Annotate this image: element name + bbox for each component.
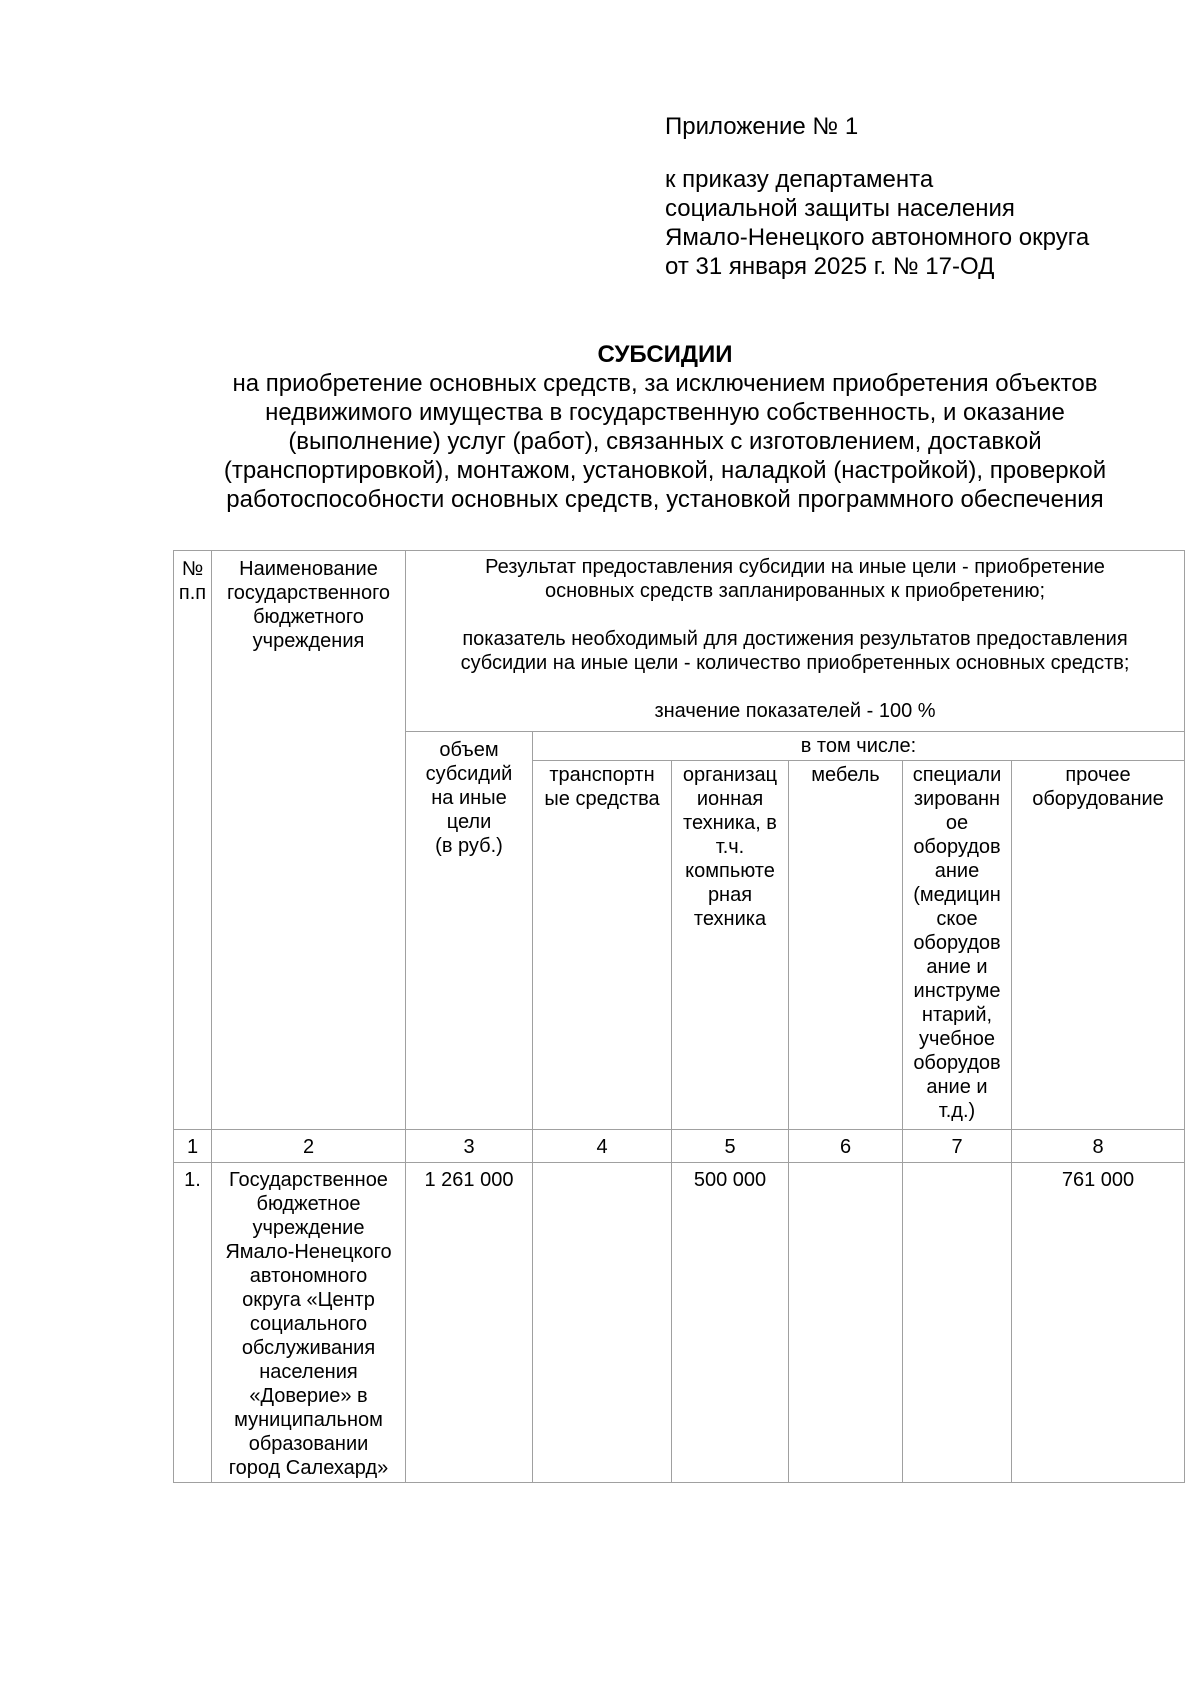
subtitle-line: работоспособности основных средств, установкой программного обеспечения bbox=[226, 486, 1104, 513]
header-special-line: оборудов bbox=[913, 836, 1001, 858]
header-name-line: бюджетного bbox=[253, 606, 364, 628]
header-special-line: ание и bbox=[926, 956, 988, 978]
header-volume-line: субсидий bbox=[425, 763, 513, 785]
header-volume-line: цели bbox=[446, 811, 492, 833]
header-special bbox=[903, 761, 1012, 1130]
header-name-line: государственного bbox=[226, 582, 391, 604]
header-special-line: т.д.) bbox=[938, 1100, 976, 1122]
header-office-line: ионная bbox=[696, 788, 764, 810]
header-special-line: специали bbox=[912, 764, 1002, 786]
document-subtitle bbox=[150, 369, 1180, 514]
institution-name-line: населения bbox=[259, 1361, 358, 1383]
result-line: субсидии на иные цели - количество приобретенных основных средств; bbox=[460, 652, 1130, 674]
header-office-line: компьюте bbox=[685, 860, 775, 882]
institution-name-line: Государственное bbox=[229, 1169, 388, 1191]
appendix-line: к приказу департамента bbox=[665, 166, 934, 193]
header-special-line: учебное bbox=[918, 1028, 996, 1050]
institution-name-line: образовании bbox=[248, 1433, 369, 1455]
institution-name-line: «Доверие» в bbox=[249, 1385, 368, 1407]
institution-name-line: Ямало-Ненецкого bbox=[225, 1241, 392, 1263]
column-number: 5 bbox=[672, 1130, 789, 1163]
header-special-line: зированн bbox=[913, 788, 1001, 810]
header-office-line: т.ч. bbox=[715, 836, 745, 858]
header-office bbox=[672, 761, 789, 1130]
header-volume-line: на иные bbox=[431, 787, 507, 809]
header-office-line: техника, в bbox=[683, 812, 777, 834]
header-transport-line: ые средства bbox=[544, 788, 660, 810]
header-special-line: инструме bbox=[913, 980, 1001, 1002]
header-name-line: учреждения bbox=[252, 630, 365, 652]
document-heading bbox=[150, 340, 1180, 514]
header-special-line: ское bbox=[936, 908, 978, 930]
subtitle-line: (выполнение) услуг (работ), связанных с изготовлением, доставкой bbox=[288, 428, 1042, 455]
institution-name-line: округа «Центр bbox=[242, 1289, 375, 1311]
institution-name-line: муниципальном bbox=[234, 1409, 383, 1431]
header-office-line: техника bbox=[693, 908, 767, 930]
table-row bbox=[174, 1163, 1185, 1483]
header-other-line: прочее bbox=[1065, 764, 1131, 786]
header-office-line: рная bbox=[707, 884, 753, 906]
row-furniture bbox=[789, 1163, 903, 1483]
column-number: 8 bbox=[1012, 1130, 1185, 1163]
institution-name-line: социального bbox=[249, 1313, 368, 1335]
column-number: 4 bbox=[533, 1130, 672, 1163]
institution-name-line: город Салехард» bbox=[228, 1457, 389, 1479]
column-number: 7 bbox=[903, 1130, 1012, 1163]
institution-name-line: обслуживания bbox=[241, 1337, 376, 1359]
header-volume bbox=[406, 732, 533, 1130]
appendix-line: Ямало-Ненецкого автономного округа bbox=[665, 224, 1090, 251]
header-no bbox=[174, 551, 212, 1130]
appendix-line: социальной защиты населения bbox=[665, 195, 1015, 222]
header-transport-line: транспортн bbox=[549, 764, 655, 786]
column-number: 1 bbox=[174, 1130, 212, 1163]
result-line: основных средств запланированных к приобретению; bbox=[544, 580, 1046, 602]
column-number: 2 bbox=[212, 1130, 406, 1163]
row-special bbox=[903, 1163, 1012, 1483]
column-numbers-row bbox=[174, 1130, 1185, 1163]
header-special-line: оборудов bbox=[913, 932, 1001, 954]
result-line: Результат предоставления субсидии на иные цели - приобретение bbox=[485, 556, 1105, 578]
appendix-block bbox=[665, 112, 1089, 281]
column-number: 3 bbox=[406, 1130, 533, 1163]
appendix-line: от 31 января 2025 г. № 17-ОД bbox=[665, 253, 995, 280]
header-row-1 bbox=[174, 551, 1185, 732]
header-result bbox=[406, 551, 1185, 732]
header-special-line: нтарий, bbox=[921, 1004, 993, 1026]
header-name-line: Наименование bbox=[239, 558, 378, 580]
institution-name-line: автономного bbox=[249, 1265, 368, 1287]
header-special-line: (медицин bbox=[913, 884, 1001, 906]
header-no-line: п.п bbox=[178, 582, 207, 604]
header-special-line: оборудов bbox=[913, 1052, 1001, 1074]
header-special-line: ание и bbox=[926, 1076, 988, 1098]
header-including: в том числе: bbox=[533, 732, 1185, 761]
result-line: значение показателей - 100 % bbox=[654, 700, 936, 722]
row-office: 500 000 bbox=[672, 1163, 789, 1483]
column-number: 6 bbox=[789, 1130, 903, 1163]
header-volume-line: (в руб.) bbox=[435, 835, 503, 857]
header-name bbox=[212, 551, 406, 1130]
result-line: показатель необходимый для достижения результатов предоставления bbox=[462, 628, 1128, 650]
header-office-line: организац bbox=[682, 764, 778, 786]
header-volume-line: объем bbox=[439, 739, 499, 761]
header-furniture: мебель bbox=[789, 761, 903, 1130]
subsidy-table bbox=[173, 550, 1185, 1483]
header-other-line: оборудование bbox=[1032, 788, 1164, 810]
row-other: 761 000 bbox=[1012, 1163, 1185, 1483]
institution-name-line: учреждение bbox=[252, 1217, 365, 1239]
header-other bbox=[1012, 761, 1185, 1130]
subtitle-line: (транспортировкой), монтажом, установкой, наладкой (настройкой), проверкой bbox=[223, 457, 1107, 484]
header-special-line: ание bbox=[934, 860, 980, 882]
header-transport bbox=[533, 761, 672, 1130]
row-institution-name bbox=[212, 1163, 406, 1483]
institution-name-line: бюджетное bbox=[256, 1193, 361, 1215]
appendix-number: Приложение № 1 bbox=[665, 113, 859, 140]
subtitle-line: на приобретение основных средств, за исключением приобретения объектов bbox=[232, 370, 1098, 397]
row-volume: 1 261 000 bbox=[406, 1163, 533, 1483]
header-no-line: № bbox=[181, 558, 204, 580]
row-no: 1. bbox=[174, 1163, 212, 1483]
row-transport bbox=[533, 1163, 672, 1483]
document-title: СУБСИДИИ bbox=[597, 341, 733, 368]
subtitle-line: недвижимого имущества в государственную собственность, и оказание bbox=[265, 399, 1065, 426]
header-special-line: ое bbox=[945, 812, 969, 834]
